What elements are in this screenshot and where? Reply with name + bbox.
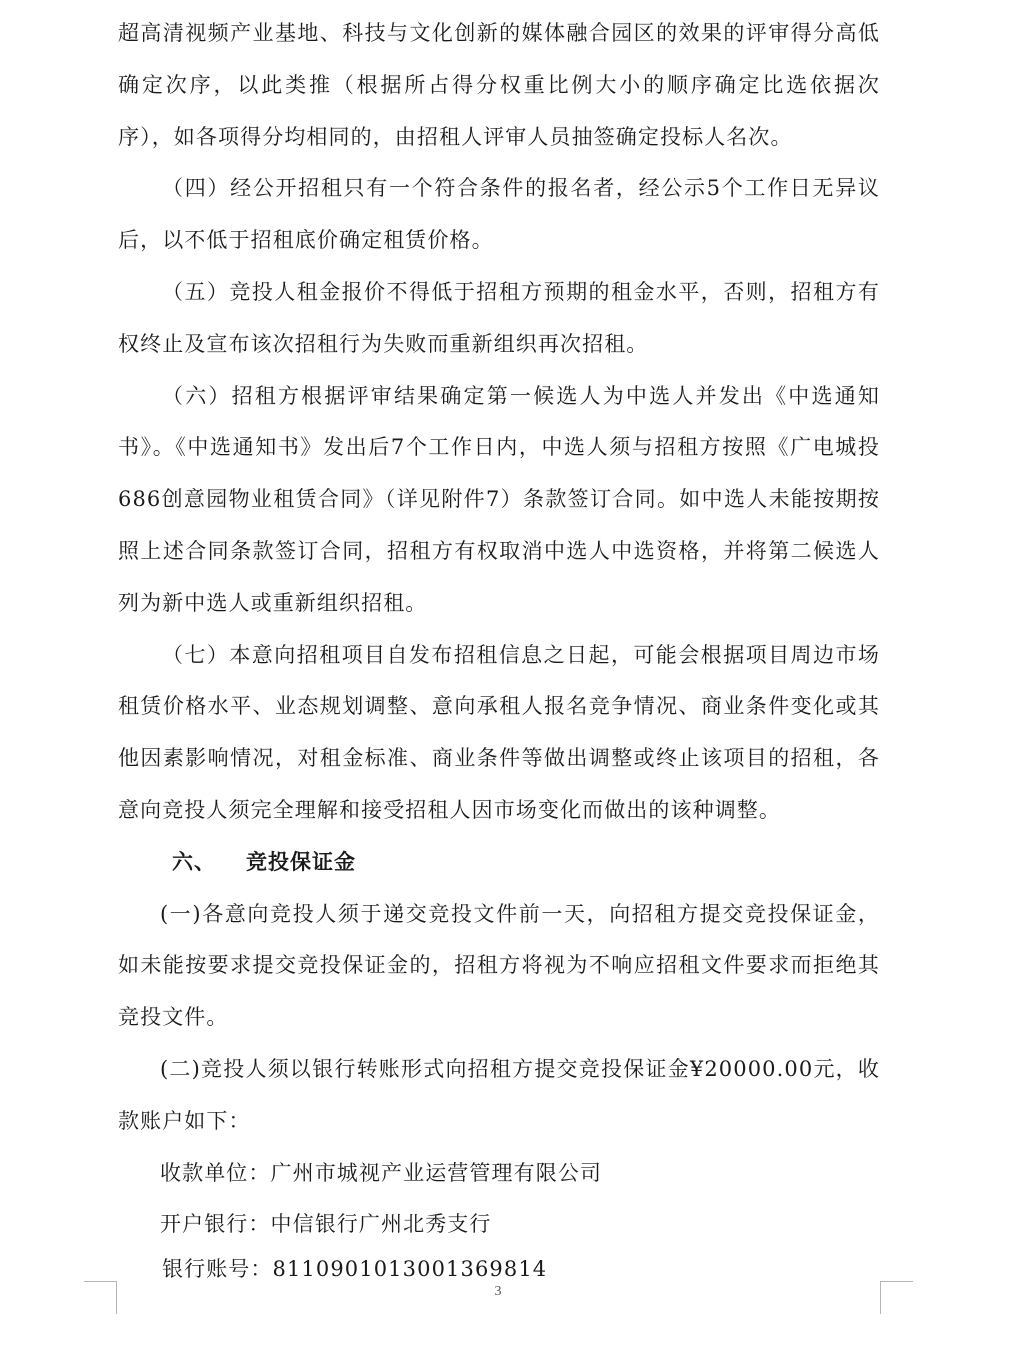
paragraph-item-7: （七）本意向招租项目自发布招租信息之日起，可能会根据项目周边市场租赁价格水平、业态规划调整、意向承租人报名竞争情况、商业条件变化或其他因素影响情况，对租金标准、商业条件等做出调整或终止该项目的招租，各意向竞投人须完全理解和接受招租人因市场变化而做出的该种调整。 [118,642,880,822]
section-heading [118,837,880,889]
paragraph-item-6: （六）招租方根据评审结果确定第一候选人为中选人并发出《中选通知书》。《中选通知书》发出后7个工作日内，中选人须与招租方按照《广电城投686创意园物业租赁合同》（详见附件7）条款签订合同。如中选人未能按期按照上述合同条款签订合同，招租方有权取消中选人中选资格，并将第二候选人列为新中选人或重新组织招租。 [118,383,880,615]
account-number-line [118,1251,880,1287]
paragraph-deposit-1: (一)各意向竞投人须于递交竞投文件前一天，向招租方提交竞投保证金，如未能按要求提交竞投保证金的，招租方将视为不响应招租文件要求而拒绝其竞投文件。 [118,901,880,1030]
section-title: 竞投保证金 [246,849,356,874]
account-number-value: 8110901013001369814 [272,1257,548,1282]
paragraph-ranking: 超高清视频产业基地、科技与文化创新的媒体融合园区的效果的评审得分高低确定次序，以此类推（根据所占得分权重比例大小的顺序确定比选依据次序），如各项得分均相同的，由招租人评审人员抽签确定投标人名次。 [118,21,880,149]
payee-label: 收款单位： [160,1160,271,1185]
paragraph-item-4: （四）经公开招租只有一个符合条件的报名者，经公示5个工作日无异议后，以不低于招租底价确定租赁价格。 [118,176,880,253]
paragraph-deposit-2: (二)竞投人须以银行转账形式向招租方提交竞投保证金¥20000.00元，收款账户如下： [118,1056,880,1133]
section-number: 六、 [172,849,216,874]
document-body [118,8,880,1287]
account-bank-line [118,1199,880,1251]
account-payee-line [118,1148,880,1200]
bank-value: 中信银行广州北秀支行 [270,1212,492,1237]
bank-label: 开户银行： [160,1212,271,1237]
paragraph-item-5: （五）竞投人租金报价不得低于招租方预期的租金水平，否则，招租方有权终止及宣布该次招租行为失败而重新组织再次招租。 [118,279,880,356]
page-number: 3 [494,1284,502,1299]
account-number-label: 银行账号： [162,1257,273,1282]
payee-value: 广州市城视产业运营管理有限公司 [270,1160,602,1185]
